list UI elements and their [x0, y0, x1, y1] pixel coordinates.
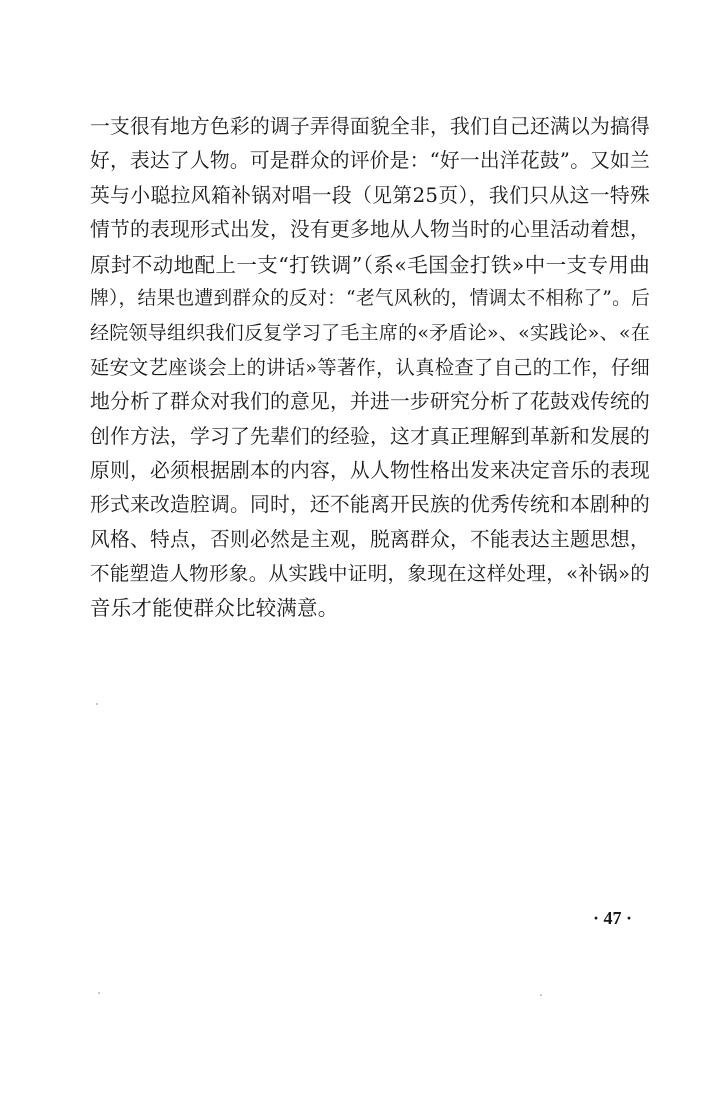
text-line-last: 音乐才能使群众比较满意。 — [90, 596, 339, 621]
text-line: 好，表达了人物。可是群众的评价是：“好一出洋花鼓”。又如兰 — [90, 149, 650, 173]
text-line: 英与小聪拉风箱补锅对唱一段（见第25页），我们只从这一特殊 — [90, 183, 650, 207]
text-line: 一支很有地方色彩的调子弄得面貌全非，我们自己还满以为搞得 — [90, 115, 650, 138]
body-text — [90, 110, 650, 626]
text-line: 经院领导组织我们反复学习了毛主席的«矛盾论»、«实践论»、«在 — [90, 322, 650, 345]
page-number: · 47 · — [592, 908, 632, 928]
text-line: 创作方法，学习了先辈们的经验，这才真正理解到革新和发展的 — [90, 424, 650, 448]
scan-speck — [98, 992, 100, 994]
text-line: 原则，必须根据剧本的内容，从人物性格出发来决定音乐的表现 — [90, 458, 650, 482]
text-line: 情节的表现形式出发，没有更多地从人物当时的心里活动着想， — [90, 218, 650, 242]
text-line: 风格、特点，否则必然是主观，脱离群众，不能表达主题思想， — [90, 527, 650, 551]
text-line: 地分析了群众对我们的意见，并进一步研究分析了花鼓戏传统的 — [90, 390, 650, 414]
text-line: 原封不动地配上一支“打铁调”（系«毛国金打铁»中一支专用曲 — [90, 252, 650, 277]
scan-speck — [96, 703, 98, 705]
text-line: 不能塑造人物形象。从实践中证明，象现在这样处理，«补锅»的 — [90, 562, 650, 586]
text-line: 延安文艺座谈会上的讲话»等著作，认真检查了自己的工作，仔细 — [90, 355, 650, 379]
text-line: 牌），结果也遭到群众的反对：“老气风秋的，情调太不相称了”。后 — [90, 287, 650, 309]
text-line: 形式来改造腔调。同时，还不能离开民族的优秀传统和本剧种的 — [90, 493, 650, 517]
scan-speck — [540, 994, 542, 996]
